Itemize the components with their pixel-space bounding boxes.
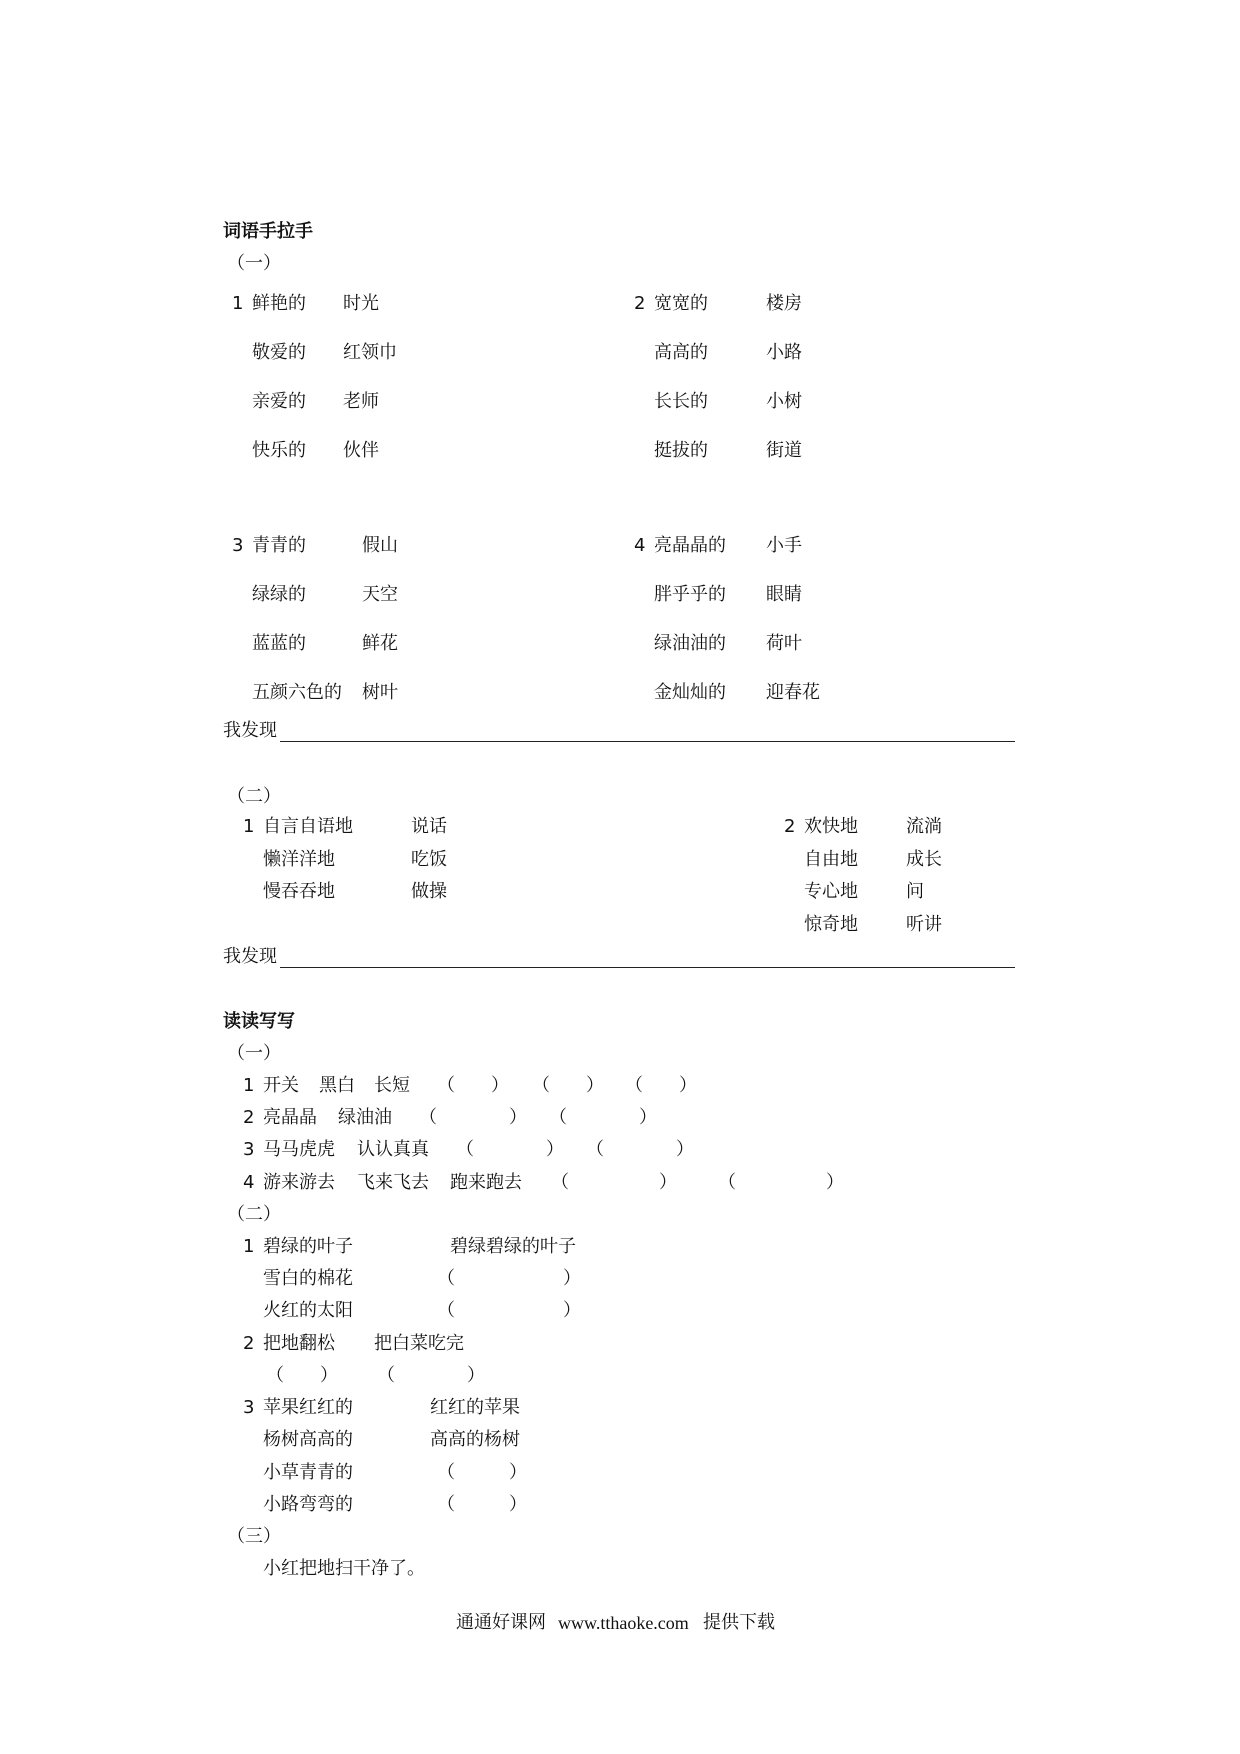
- section-title-dudu: 读读写写: [223, 1011, 295, 1032]
- example-word: 长短: [374, 1075, 410, 1096]
- noun: 假山: [362, 535, 398, 556]
- noun: 伙伴: [343, 440, 379, 461]
- adjective: 五颜六色的: [252, 682, 342, 703]
- noun: 楼房: [766, 293, 802, 314]
- answer-blank[interactable]: （ ）: [586, 1139, 694, 1160]
- question-number: 1: [243, 1236, 255, 1257]
- adverb: 懒洋洋地: [263, 849, 335, 870]
- example-word: 黑白: [319, 1075, 355, 1096]
- adverb: 专心地: [804, 881, 858, 902]
- phrase: 苹果红红的: [263, 1397, 353, 1418]
- noun: 小手: [766, 535, 802, 556]
- part-label: （一）: [227, 1043, 281, 1064]
- answer-blank[interactable]: （ ）: [437, 1462, 527, 1483]
- phrase-example: 红红的苹果: [430, 1397, 520, 1418]
- example-word: 开关: [263, 1075, 299, 1096]
- example-word: 飞来飞去: [357, 1172, 429, 1193]
- verb: 吃饭: [411, 849, 447, 870]
- adjective: 青青的: [252, 535, 306, 556]
- group-number: 3: [232, 535, 244, 556]
- noun: 老师: [343, 391, 379, 412]
- answer-line[interactable]: [280, 967, 1015, 968]
- part-label: （一）: [227, 253, 281, 274]
- adverb: 慢吞吞地: [263, 881, 335, 902]
- answer-blank[interactable]: （ ）: [625, 1075, 697, 1096]
- phrase-example: 高高的杨树: [430, 1429, 520, 1450]
- noun: 鲜花: [362, 633, 398, 654]
- answer-blank[interactable]: （ ）: [718, 1172, 844, 1193]
- example-word: 亮晶晶: [263, 1107, 317, 1128]
- section-title-cihui: 词语手拉手: [223, 221, 313, 242]
- answer-blank[interactable]: （ ）: [437, 1300, 581, 1321]
- adjective: 宽宽的: [654, 293, 708, 314]
- group-number: 2: [634, 293, 646, 314]
- adjective: 绿油油的: [654, 633, 726, 654]
- phrase: 杨树高高的: [263, 1429, 353, 1450]
- answer-blank[interactable]: （ ）: [532, 1075, 604, 1096]
- phrase: 把地翻松: [263, 1333, 335, 1354]
- verb: 做操: [411, 881, 447, 902]
- adjective: 鲜艳的: [252, 293, 306, 314]
- verb: 听讲: [906, 914, 942, 935]
- adjective: 金灿灿的: [654, 682, 726, 703]
- question-number: 3: [243, 1397, 255, 1418]
- answer-blank[interactable]: （ ）: [266, 1365, 338, 1386]
- adjective: 快乐的: [252, 440, 306, 461]
- noun: 荷叶: [766, 633, 802, 654]
- example-word: 游来游去: [263, 1172, 335, 1193]
- question-number: 4: [243, 1172, 255, 1193]
- adverb: 惊奇地: [804, 914, 858, 935]
- footer-url: www.tthaoke.com: [558, 1613, 689, 1633]
- noun: 迎春花: [766, 682, 820, 703]
- question-number: 3: [243, 1139, 255, 1160]
- noun: 红领巾: [343, 342, 397, 363]
- answer-blank[interactable]: （ ）: [456, 1139, 564, 1160]
- part-label: （三）: [227, 1526, 281, 1547]
- adjective: 长长的: [654, 391, 708, 412]
- answer-blank[interactable]: （ ）: [437, 1075, 509, 1096]
- answer-blank[interactable]: （ ）: [549, 1107, 657, 1128]
- discover-label: 我发现: [223, 720, 277, 741]
- example-word: 马马虎虎: [263, 1139, 335, 1160]
- phrase: 小路弯弯的: [263, 1494, 353, 1515]
- answer-blank[interactable]: （ ）: [377, 1365, 485, 1386]
- adjective: 亲爱的: [252, 391, 306, 412]
- adverb: 自由地: [804, 849, 858, 870]
- adjective: 胖乎乎的: [654, 584, 726, 605]
- phrase: 把白菜吃完: [374, 1333, 464, 1354]
- part-label: （二）: [227, 786, 281, 807]
- answer-blank[interactable]: （ ）: [551, 1172, 677, 1193]
- phrase: 雪白的棉花: [263, 1268, 353, 1289]
- adjective: 高高的: [654, 342, 708, 363]
- part-label: （二）: [227, 1204, 281, 1225]
- adjective: 敬爱的: [252, 342, 306, 363]
- noun: 天空: [362, 584, 398, 605]
- discover-label: 我发现: [223, 946, 277, 967]
- answer-line[interactable]: [280, 741, 1015, 742]
- group-number: 1: [243, 816, 255, 837]
- noun: 小路: [766, 342, 802, 363]
- noun: 树叶: [362, 682, 398, 703]
- adverb: 欢快地: [804, 816, 858, 837]
- adjective: 亮晶晶的: [654, 535, 726, 556]
- phrase: 小草青青的: [263, 1462, 353, 1483]
- group-number: 1: [232, 293, 244, 314]
- adjective: 蓝蓝的: [252, 633, 306, 654]
- example-word: 跑来跑去: [450, 1172, 522, 1193]
- question-number: 2: [243, 1333, 255, 1354]
- footer-site: 通通好课网: [456, 1612, 546, 1633]
- noun: 时光: [343, 293, 379, 314]
- verb: 问: [906, 881, 924, 902]
- answer-blank[interactable]: （ ）: [437, 1494, 527, 1515]
- verb: 流淌: [906, 816, 942, 837]
- group-number: 2: [784, 816, 796, 837]
- adjective: 绿绿的: [252, 584, 306, 605]
- noun: 小树: [766, 391, 802, 412]
- adjective: 挺拔的: [654, 440, 708, 461]
- question-number: 2: [243, 1107, 255, 1128]
- answer-blank[interactable]: （ ）: [437, 1268, 581, 1289]
- verb: 成长: [906, 849, 942, 870]
- sentence: 小红把地扫干净了。: [263, 1558, 425, 1579]
- question-number: 1: [243, 1075, 255, 1096]
- example-word: 绿油油: [338, 1107, 392, 1128]
- phrase: 碧绿的叶子: [263, 1236, 353, 1257]
- verb: 说话: [411, 816, 447, 837]
- group-number: 4: [634, 535, 646, 556]
- noun: 眼睛: [766, 584, 802, 605]
- adverb: 自言自语地: [263, 816, 353, 837]
- footer-action: 提供下载: [703, 1612, 775, 1633]
- noun: 街道: [766, 440, 802, 461]
- answer-blank[interactable]: （ ）: [419, 1107, 527, 1128]
- phrase: 火红的太阳: [263, 1300, 353, 1321]
- phrase-example: 碧绿碧绿的叶子: [450, 1236, 576, 1257]
- example-word: 认认真真: [357, 1139, 429, 1160]
